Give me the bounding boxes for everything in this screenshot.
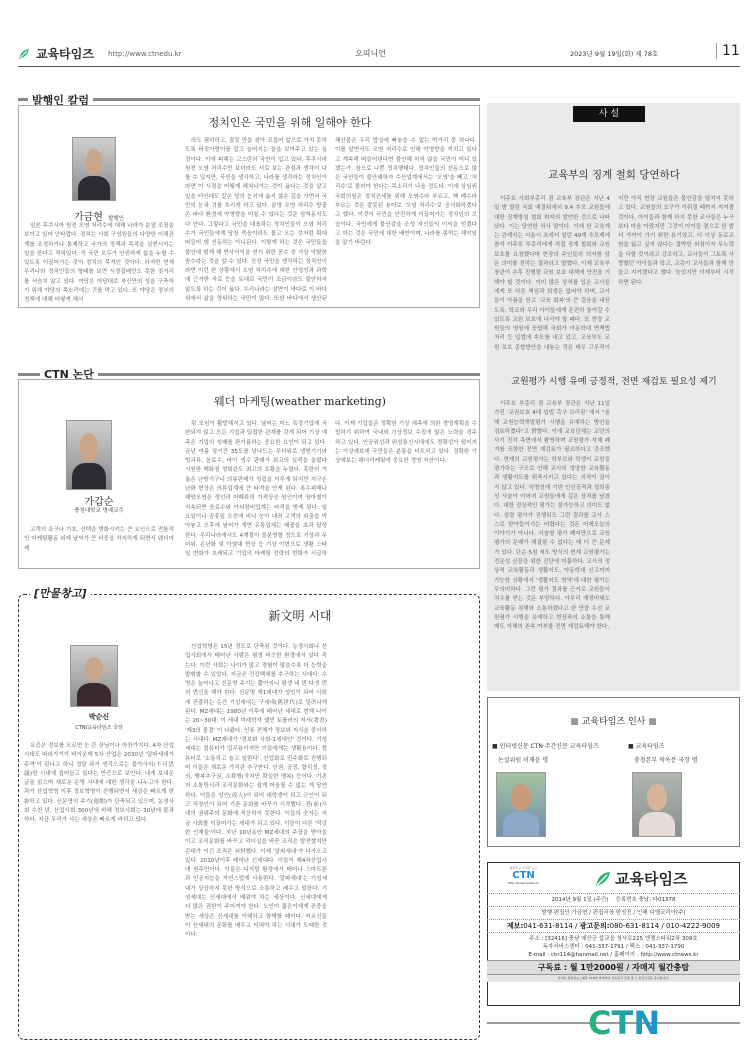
tip-phone: 041-631-8114 [523, 922, 573, 930]
article-body-text: 산업혁명은 15년 정도로 단축된 것이다. 농경사회나 산업사회에서 태어난 사람은 평생 비슷한 환경에서 살다 죽는다. 이런 사회는 나이가 많고 경험이 많을수록 더 능력을 발휘할 수 있었다. 지금은 건강백세를 추구하는 시대다. 수명은 늘어나고 신문명 주기는 짧아지니 평생 네 번 다섯 번의 변신을 해야 한다. 신문명 제1세대가 성인이 되어 사회에 진출하는 순간 기성세대는 구세대(舊世代)로 밀려나게 된다. MZ세대는 1980년 이후에 태어난 세대로 현재 나이는 20~30대. 이 세대 미래학자 앨빈 토플러의 저서(著書) '제3의 물결' 이 나왔다. 인류 전체가 정보와 지식을 중시하는 시대다. MZ세대가 '정보화 사회-1세대인' 것이다. 기성세대는 컴퓨터가 업무용이지만 이들에게는 생활용이다. 컴퓨터로 '소통하고 놀고 일한다', 산업화로 민주화로 진행되어 이들은 새로운 가치관 추구한다. 인권, 공정, 합리성, 정의, 행복추구권, 소확행(작지만 확실한 행복) 등이다. 기존의 소통방식과 조직문화와는 쉽게 어울릴 수 없는 게 당연하다. 이들은 성인(成人)이 되어 대학생이 되고 군인이 되고 직장인이 되어 기존 문화를 바꾸기 시작했다. 전(前)시대의 권위주의 문화에 적응하지 못한다. 이들의 숫자는 지금 사회를 이끌어가는 세대가 되고 있다. 이들이 다른 '막강한 인재들'이다. 지난 10년동안 MZ세대의 주장을 받아들이고 조직문화를 바꾸고 리더십을 바꾼 조직은 발전했지만 꼰대가 이긴 조직은 쇠퇴했다. 이제 '알파세대'가 다가오고 있다. 2010년이후 태어난 신세대다. 이들이 제4차산업시대 원주민이다. 이들은 디지털 환경에서 태어나 스마트폰과 인공지능을 자연스럽게 사용한다. '알파세대'는 기성세대가 상상하지 못한 방식으로 소통하고 배우고 일한다. 기성세대는 신세대에서 배워야 하는 세상이다. 신세대에게 더 많은 권한이 주어져야 한다. 노인이 젊은이에게 존중을 받는 세상은 신세대를 이해하고 함께할 때이다. 어르신들이 신세대의 문화를 배우고 익혀야 하는 시대가 도래한 것이다. [185, 644, 327, 939]
ctn-logo-text: CTN [512, 870, 535, 881]
logo-leaf-icon [18, 48, 30, 60]
editorial-body: 이주호 사회부총리 겸 교육부 장관은 지난 4일 밤 열린 국회 예결위에서 9.4 추모 교원들에 대한 징계방침 철회 취지의 발언한 것으로 나타났다. 이는 당연한 처사 말이다. 이에 한 교육계는 관계자는 서울시 초에서 열린 49재 추모제에 참석 이주호 부총리에게 직접 징계 철회와 교원 보호를 요청했다며 현장의 주인들의 의지를 담은 의미를 전하는 결과라고 말했다. 이제 교육부 장관이 추후 진행될 교원 보호 대책에 만전을 기해야 할 것이다. 이미 많은 상처를 입은 교사들에게 또 다른 책임과 희생은 없어야 하며, 교사들이 아픔을 딛고 '교육 회복'의 큰 걸음을 내딛도록, 학교와 우리 아이들에게 온전히 돌아갈 수 있도록 교원 보호에 나서야 할 때다. 또 현장 교원들의 염원에 응답해 국회가 아동학대 면책법 처리 등 입법에 속도를 내고 있고, 교육부도 교원 보호 종합방안을 내놓는 것은 매우 고무적이지만 아직 현장 교원들은 불안감을 떨치지 못하고 있다. 교원들의 요구가 이뤄질 때까지 지켜볼 것이다. 아이들과 함께 하지 못한 교사들은 누구보다 마음 아팠지만 그것이 아이들 곁으로 한 발 더 가까이 가기 위한 용기였고, 더 이상 동료교원을 잃고 싶지 않다는 절박한 외침이자 무노력을 다할 것이라고 강조하고, 교사들이 그토록 사랑했던 아이들과 학교, 교총이 교사들과 함께 만들고 지키겠다고 했다. 늦었지만 이제부터 시작하면 된다. [494, 196, 734, 351]
article-lead-text: 고객의 욕구나 기호, 선택을 변화시키는 큰 요인으로 전통적인 마케팅활동 외에 날씨가 큰 비중을 차지하게 되면서 웨더마케 [24, 527, 174, 552]
masthead-logo [595, 868, 687, 889]
notice: 본지는 충청일뉴스제휴 CTN과 함께하며 신문윤리 강령 및 그 실천요강을 준수합니다. [487, 975, 740, 982]
publication-details: 2014년 9월 1일 (주간) 등록번호 충남, 다01378 발행·편집인 가금현 / 편집국장 한성진 / 인쇄 디엠코리아(주) 제보:041-631-8114 / 광고문의:080-631-8114 / 010-4222-9009 주소 : [32416] 충남 예산군 삽교읍 청사로225 엔젤스타워2차 309호 독자서비스센터 : 041-337-1791 / 팩스 : 041-337-1790 E-mail : ctn114@hanmail.net / 홈페이지 : http://www.ctnews.kr 구독료 : 월 1만2000원 / 자매지 월간충탑 본지는 충청일뉴스제휴 CTN과 함께하며 신문윤리 강령 및 그 실천요강을 준수합니다. [487, 893, 740, 982]
page-number: 11 [716, 43, 740, 59]
section-label-ctn-forum: CTN 논단 [40, 366, 98, 382]
personnel-appointment: 충청본부 박옥분 국장 명 [634, 757, 698, 764]
author-name: 박순신 [88, 713, 110, 721]
author-photo [70, 645, 118, 707]
author-role: CTN/교육타임즈 국장 [75, 725, 123, 731]
ctn-small-logo [496, 866, 551, 885]
section-label-publisher: 발행인 칼럼 [28, 92, 93, 108]
author-photo [66, 420, 112, 490]
ad-phone: 080-631-8114 / 010-4222-9009 [609, 922, 721, 930]
header-rule [18, 66, 740, 67]
contact: E-mail : ctn114@hanmail.net / 홈페이지 : http://www.ctnews.kr [528, 952, 699, 958]
personnel-appointment: 논설위원 이재윤 명 [498, 757, 549, 764]
square-bullet-icon: ■ [648, 717, 657, 727]
org-text: 인터넷신문 CTN·주간신문 교육타임즈 [499, 743, 599, 750]
article-title[interactable]: 정치인은 국민을 위해 일해야 한다 [208, 116, 372, 129]
article-title[interactable]: 웨더 마케팅(weather marketing) [214, 395, 386, 408]
founded-date: 2014년 9월 1일 (주간) [551, 897, 609, 903]
editorial-title[interactable]: 교육부의 징계 철회 당연하다 [548, 169, 680, 181]
section-label-storehouse: [만물창고] [30, 585, 91, 601]
author-role: 충청대학교 명예교수 [74, 508, 124, 514]
article-lead-text: 일본 후쿠시마 원전 오염 처리수에 대해 나라가 분열 조짐을 보이고 있어 안타깝다. 정치는 사회 구성원들의 다양한 이해관계를 조정하거나 통제하고 국가의 정책과 목적을 실현시키는 일을 한다고 적혀있다. 즉 국민 모두가 안전하게 삶을 누릴 수 있도록 이끌어가는 것이 정치의 목적인 것이다. 하지만 현재 우리나라 정치인들의 형태를 보면 시정잡배만도 못한 짓거리를 서슴치 않고 있다. 여당은 여당대로 자신만의 성을 구축하기 위해 야당의 목소리에는 귀를 막고 있다. 또 야당은 정부의 정책에 대해 어떻게 해서 [24, 223, 174, 304]
article-lead-text: 요즘은 정보를 모르면 눈 뜬 장님이나 마찬가지다. 4차 산업시대도 따라가기가 버거운데 5차 산업은 2030년 '알파세대가 주역'이 된다고 하니 정말 과거 생각으로는 불가사의(不可思議)한 시대에 접어들고 있다는 반증으로 보인다. 내게 보내온 글을 읽으며 새로운 문명 시대에 대한 생각을 나누고자 한다. 과거 산업혁명 이후 정보혁명이 진행되면서 세상은 빠르게 변화하고 있다. 신문명의 주기(週期)가 단축되고 있으며, 농경사회 수천 년, 산업사회 300년에 비해 정보사회는 30년에 불과하다. 지금 우리가 사는 세상은 빠르게 바뀌고 있다. [24, 743, 174, 824]
personnel-org: ■ 교육타임즈 [628, 743, 665, 750]
editorial-body: 이주호 부총리 겸 교육부 장관은 지난 11일 가진 '교권보호 4대 입법 촉구 브리핑' 에서 "올해 교원능력개발평가 시행을 유예하는 방안을 검토하겠다"고 밝혔다. 이에 교육단체는 교단의 사기 진작 측면에서 환영하며 교원평가 자체 폐지를 포함한 전면 재검토가 필요하다고 강조했다. 현재의 교원평가는 학부모와 학생이 교원을 평가하는 구조로 인해 교사의 정당한 교육활동과 생활지도를 위축시키고 있다는 지적이 끊이지 않고 있다. 익명성에 기댄 인신공격과 성희롱성 서술이 이어져 교원들에게 깊은 상처를 남겼다. 대한 정상적인 평가는 불가능하고 의미도 없다. 설령 평가가 진행되도 그런 결과를 교사 스스로 받아들이기는 어렵다는 것은 어제오늘의 이야기가 아니다. 서술형 평가 폐지만으로 교원평가의 문제가 해결될 수 없다는 데 더 큰 문제가 있다. 단순 5점 척도 방식의 현재 교원평가는 전문성 신장을 위한 진단에 미흡하다. 교사의 정상적 교육활동과 생활지도, 아동학대 신고까지 가능한 상황에서 '생활지도 영역'에 대한 평가는 무의미하다. 그런 평가 결과를 근거로 교원들이 처우를 받는 것은 부당하다. 아무리 재정비해도 교육활동 침해와 소통하겠다고 한 만큼 우선 교원평가 시행을 유예하고 현장과의 소통을 통해 제도 자체의 존속 여부를 전면 재검토해야 한다. [494, 401, 610, 631]
ctn-tagline: 희망차고 진실한 뉴스 [509, 866, 538, 870]
personnel-title-text: 교육타임즈 인사 [581, 717, 646, 727]
author-photo [72, 137, 116, 201]
person-photo [632, 772, 682, 837]
logo-leaf-icon [595, 871, 611, 887]
section-name: 오피니언 [355, 49, 386, 58]
ad-label: 광고문의: [579, 922, 610, 930]
reader-center: 독자서비스센터 : 041-337-1791 / 팩스 : 041-337-1790 [542, 944, 685, 950]
editorial-label: 사 설 [573, 106, 645, 122]
article-body-text: 팅 모임이 활발해지고 있다. 날씨는 어느 특정기업에 국한되지 않고 모든 기업과 밀접한 관계를 갖게 되어 기상 예측은 기업의 성패를 판가름하는 중요한 요인이 되고 있다. 금년 여름 장기간 35도를 넘나드는 무더위로 냉방기기와 빙과류, 음료수, 바이 생수 판매가 최고의 실적을 올렸다 시원한 백화점 영화관도 최고의 호황을 누렸다. 혹한의 겨울은 난방기구나 의류판매가 성업을 이루게 되지만 지구온난화 현상은 의류업계에 큰 타격을 안게 된다. 폭우피해나 해양오염은 생선과 어패류의 가격상승 원인이며 장마철이 지속되면 음료수와 아외장비업계는 타격을 받게 된다. 일요일이나 공휴일 오전에 비나 눈이 내려 고객의 외출을 막아놓고 오후에 날씨가 개면 유통업체는 매출을 초과 달성한다. 우리나라에서도 4계절이 불분명할 정도로 기상과 무더위, 온난화 및 아열대 현상 등 기상 이변으로 생활 스타일 변화가 초래되고 기업의 마케팅 전략의 변화가 시급하다. 이제 기업들은 정확한 기상 예측에 의한 경영계획을 수립하기 위하여 국내외 기상정보 수집에 많은 노력을 경주하고 있다. 인공위성과 위성통신시대에도 정확성이 떨어지는 기상예보에 국민들은 분통을 터트리고 있다. 정확한 기상예보는 웨더마케팅에 중요한 경영 자산이다. [185, 421, 477, 558]
masthead-header [18, 45, 182, 62]
author-name: 가금현 [73, 212, 103, 223]
staff-line: 발행·편집인 가금현 / 편집국장 한성진 / 인쇄 디엠코리아(주) [487, 906, 740, 919]
masthead-logo-text: 교육타임즈 [615, 870, 688, 888]
author-name: 가갑순 [84, 497, 114, 508]
subscription: 구독료 : 월 1만2000원 / 자매지 월간충탑 [487, 960, 740, 975]
registration-number: 등록번호 충남, 다01378 [615, 897, 676, 903]
ctn-footer-logo: CTN [585, 1005, 663, 1041]
issue-date: 2023년 9월 19일(화) 제 78호 [570, 50, 659, 58]
personnel-title [487, 714, 740, 727]
article-body-text: 라도 폄하하고, 잘못 만을 찾아 꼬집어 앞으로 가지 못하도록 바짓가랑이를 잡고 늘어지는 꼴을 보여주고 있는 실정이다. 이에 피해는 고스란히 국민이 입고 있다. 후쿠시마 원전 오염 처리수만 보더라도 서로 보는 관점과 생각이 다를 수 있지만, 국민을 생각하고, 나라를 생각하는 정치인이라면 이 시점을 어떻게 헤쳐나가는 것이 옳다는 것을 알고 있을 터인데도 같은 당의 눈치에 옳지 않은 길을 가면서 국민의 눈과 귀를 흐리게 하고 있다. 분명 오염 처리수 방출은 바다 환경에 악영향을 미칠 수 있다는 것은 삼척동자도 다 안다. 그렇다고 국민을 대표하는 정치인들이 오염 처리수가 국민들에게 당장 죽음이라도 몰고 오는 것처럼 확대 떠들어 댐 선동하는 아니된다. 이렇게 하는 것은 국민들을 불안에 떨게 해 반사이익을 얻기 위한 꼼수 중 가장 악랄한 꼼수라는 것을 알 수 있다. 진정 국민을 생각하는 정치인이라면 이런 한 상황에서 오염 처리수에 대한 안정성과 과학에 근거한 자료 등을 토대로 국민이 조금이라도 불안하지 않도록 하는 것이 옳다. 우리나라는 삼면이 바다로 이 바다 위에서 삶을 영위하는 국민이 많다. 또한 바다에서 생산된 해산물은 우리 밥상에 빠놓을 수 없는 먹거리 중 하나다. 이를 알면서도 오염 처리수로 인해 악영향을 끼치고 있다고 계속해 떠들어댄다면 불안해 하지 않을 국민이 어디 있겠는가. 참으로 나쁜 정치행태다. 정치인들의 선동으로 많은 국민들이 불안해하자 수산업계에서는 '오염'을 빼고 '처리수'로 불러야 한다는 목소리가 나올 정도다. 이에 상임위 국회의원은 정치공세를 위해 오염수라 부르고, 핵 폐수라 부르는 것은 잘못된 용어로 '오염 처리수'로 공식화하겠다고 했다. 이것이 국민을 안전하게 이끌어가는 정치인의 모습이다. 국민에게 불안감을 조성 자신들의 이익을 얻겠다고 하는 것은 국민에 대한 배반이며, 나라를 좀먹는 해악임을 알기 바란다. [185, 138, 477, 303]
ctn-url: http://www.ctnedu.kr [507, 881, 540, 885]
personnel-org: ■ 인터넷신문 CTN·주간신문 교육타임즈 [492, 743, 599, 750]
logo-text: 교육타임즈 [36, 47, 94, 61]
address: 주소 : [32416] 충남 예산군 삽교읍 청사로225 엔젤스타워2차 309호 [487, 932, 740, 943]
tip-label: 제보: [506, 922, 524, 930]
editorial-title[interactable]: 교원평가 시행 유예 긍정적, 전면 재검토 필요성 제기 [511, 377, 717, 387]
person-photo [496, 772, 546, 837]
square-bullet-icon: ■ [570, 717, 579, 727]
org-text: 교육타임즈 [635, 743, 665, 750]
author-role: 발행인 [108, 216, 125, 222]
article-title[interactable]: 新文明 시대 [268, 609, 332, 623]
site-url[interactable]: http://www.ctnedu.kr [107, 49, 182, 58]
